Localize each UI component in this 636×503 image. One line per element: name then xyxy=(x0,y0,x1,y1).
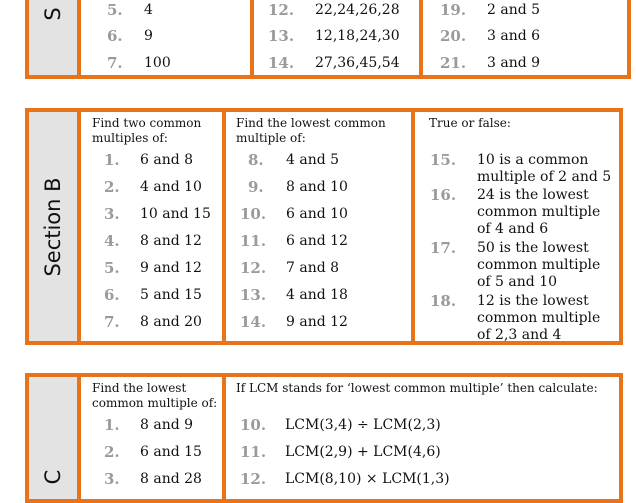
question-text: 8 and 9 xyxy=(140,417,194,433)
section-b-col1 xyxy=(81,112,226,341)
section-c xyxy=(25,373,623,503)
question-number: 4. xyxy=(104,232,120,250)
section-a-col2 xyxy=(254,0,423,75)
question-number: 3. xyxy=(104,470,120,488)
question-number: 8. xyxy=(248,151,264,169)
question-text: 12 is the lowest common multiple of 2,3 and 4 xyxy=(477,293,601,343)
question-number: 19. xyxy=(440,1,467,19)
question-number: 12. xyxy=(240,259,267,277)
question-text: 50 is the lowest common multiple of 5 and 10 xyxy=(477,240,601,290)
question-number: 9. xyxy=(248,178,264,196)
question-text: 9 xyxy=(144,28,153,44)
question-number: 6. xyxy=(104,286,120,304)
section-a-col1 xyxy=(81,0,254,75)
question-number: 18. xyxy=(430,292,457,310)
question-text: LCM(3,4) ÷ LCM(2,3) xyxy=(285,417,441,433)
question-number: 5. xyxy=(107,1,123,19)
section-c-col2 xyxy=(226,377,619,499)
question-number: 7. xyxy=(107,54,123,72)
question-text: 10 is a common multiple of 2 and 5 xyxy=(477,152,612,185)
question-text: LCM(2,9) + LCM(4,6) xyxy=(285,444,441,460)
question-text: 12,18,24,30 xyxy=(315,28,400,44)
question-text: 4 and 18 xyxy=(286,287,348,303)
section-b-col3-header: True or false: xyxy=(429,116,511,130)
question-text: 22,24,26,28 xyxy=(315,2,400,18)
section-b-col2-header: Find the lowest common multiple of: xyxy=(236,116,386,145)
question-number: 12. xyxy=(240,470,267,488)
question-number: 14. xyxy=(240,313,267,331)
section-c-col2-header: If LCM stands for ‘lowest common multiple’ then calculate: xyxy=(236,381,598,395)
question-text: 8 and 20 xyxy=(140,314,202,330)
question-text: 9 and 12 xyxy=(140,260,202,276)
question-text: 4 xyxy=(144,2,153,18)
question-number: 17. xyxy=(430,239,457,257)
section-b-col1-header: Find two common multiples of: xyxy=(92,116,202,145)
question-number: 2. xyxy=(104,443,120,461)
question-text: 7 and 8 xyxy=(286,260,340,276)
question-number: 15. xyxy=(430,151,457,169)
section-c-label: C xyxy=(41,469,65,485)
question-text: 6 and 8 xyxy=(140,152,194,168)
question-text: 6 and 12 xyxy=(286,233,348,249)
question-number: 11. xyxy=(240,232,267,250)
question-number: 5. xyxy=(104,259,120,277)
question-number: 14. xyxy=(268,54,295,72)
question-text: 9 and 12 xyxy=(286,314,348,330)
question-text: 5 and 15 xyxy=(140,287,202,303)
question-text: LCM(8,10) × LCM(1,3) xyxy=(285,471,450,487)
question-number: 21. xyxy=(440,54,467,72)
question-number: 10. xyxy=(240,416,267,434)
question-text: 8 and 12 xyxy=(140,233,202,249)
section-b-side xyxy=(29,112,81,341)
section-a-side xyxy=(29,0,81,75)
section-c-col1-header: Find the lowest common multiple of: xyxy=(92,381,218,410)
question-number: 13. xyxy=(268,27,295,45)
question-text: 8 and 10 xyxy=(286,179,348,195)
section-c-side xyxy=(29,377,81,499)
question-text: 4 and 5 xyxy=(286,152,340,168)
question-number: 20. xyxy=(440,27,467,45)
section-a xyxy=(25,0,631,79)
question-text: 3 and 9 xyxy=(487,55,541,71)
question-number: 12. xyxy=(268,1,295,19)
question-number: 11. xyxy=(240,443,267,461)
question-number: 1. xyxy=(104,151,120,169)
question-text: 24 is the lowest common multiple of 4 and 6 xyxy=(477,187,601,237)
section-c-col1 xyxy=(81,377,226,499)
question-text: 2 and 5 xyxy=(487,2,541,18)
question-number: 7. xyxy=(104,313,120,331)
question-text: 100 xyxy=(144,55,171,71)
question-text: 8 and 28 xyxy=(140,471,202,487)
section-a-label: S xyxy=(41,7,65,21)
question-text: 27,36,45,54 xyxy=(315,55,400,71)
question-number: 2. xyxy=(104,178,120,196)
section-a-col3 xyxy=(423,0,627,75)
section-b xyxy=(25,108,623,345)
question-number: 6. xyxy=(107,27,123,45)
question-number: 3. xyxy=(104,205,120,223)
question-text: 10 and 15 xyxy=(140,206,211,222)
question-number: 10. xyxy=(240,205,267,223)
section-b-label: Section B xyxy=(41,176,65,277)
question-text: 3 and 6 xyxy=(487,28,541,44)
question-number: 16. xyxy=(430,186,457,204)
section-b-col3 xyxy=(415,112,619,341)
question-number: 13. xyxy=(240,286,267,304)
question-text: 6 and 15 xyxy=(140,444,202,460)
question-text: 6 and 10 xyxy=(286,206,348,222)
section-b-col2 xyxy=(226,112,415,341)
question-text: 4 and 10 xyxy=(140,179,202,195)
question-number: 1. xyxy=(104,416,120,434)
